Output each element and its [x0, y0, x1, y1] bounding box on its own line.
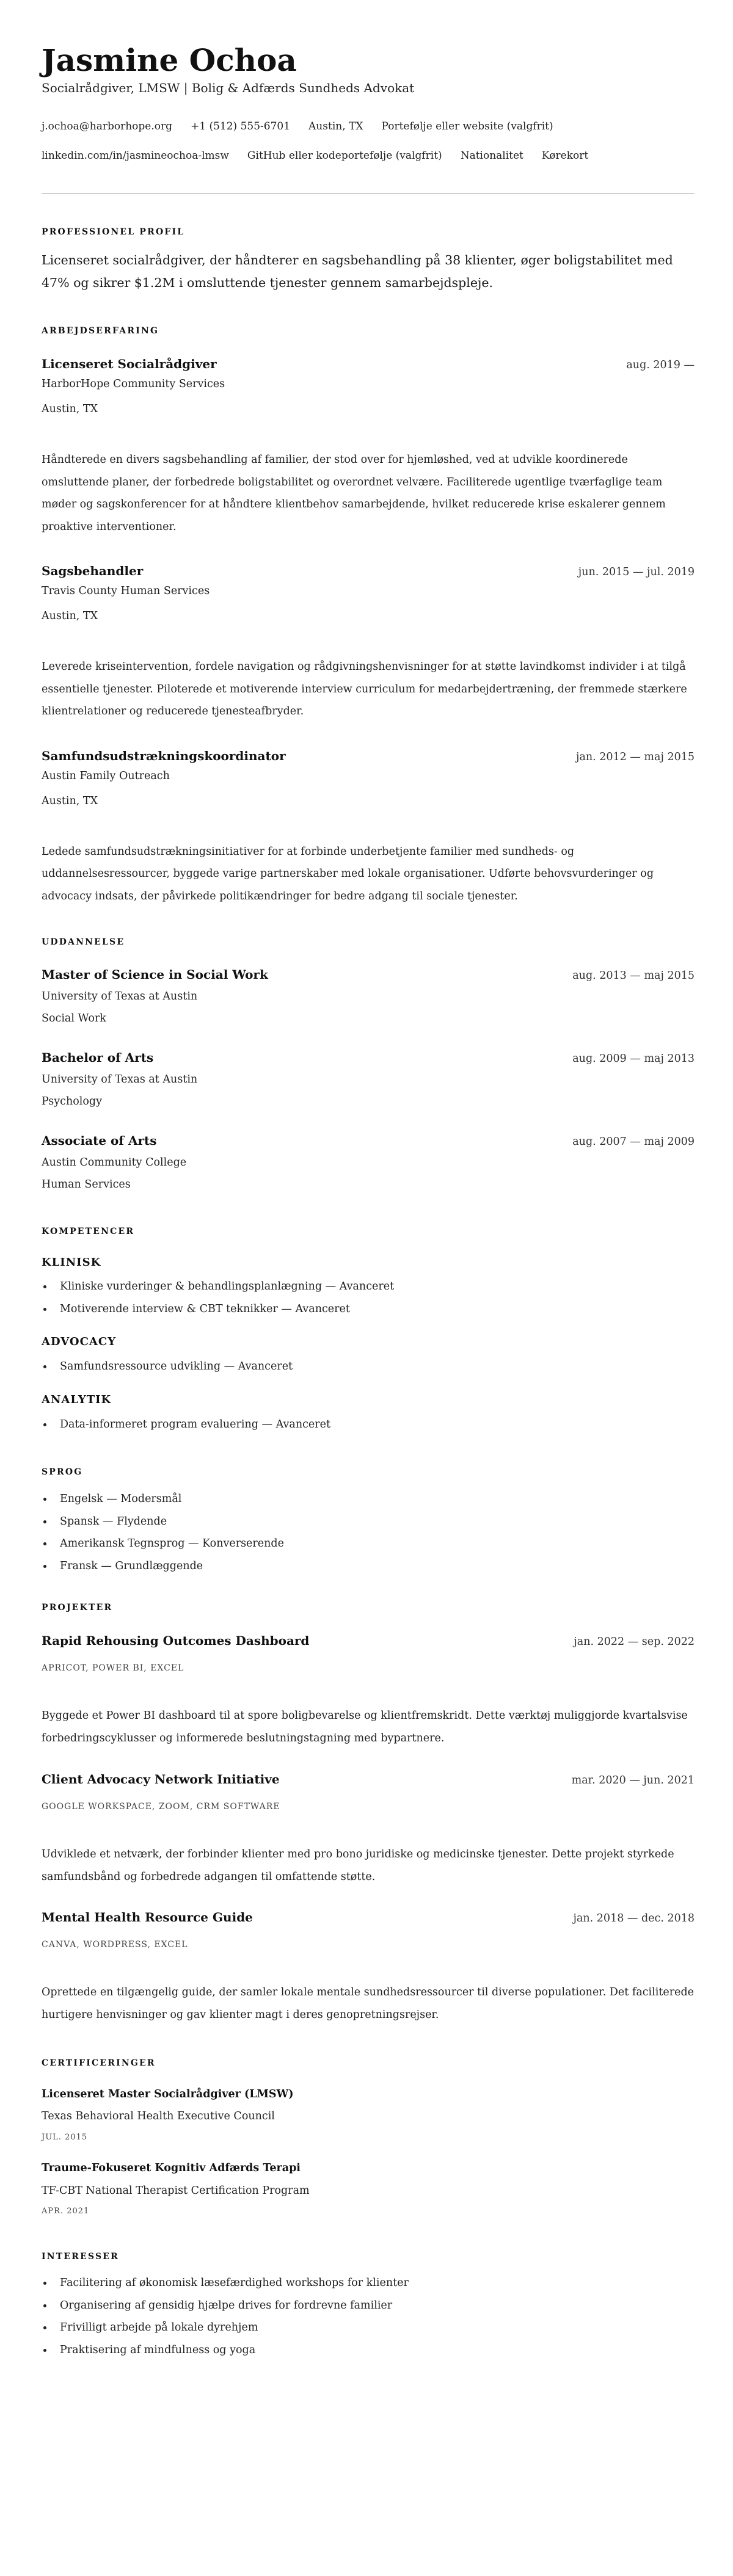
school-name: University of Texas at Austin [42, 1073, 198, 1086]
job-description: Håndterede en divers sagsbehandling af familier, der stod over for hjemløshed, ved at udvikle koordinerede omsluttende planer, der forbedrede boligstabilitet og overordnet velvære. Faciliterede ugentlige tværfaglige team møder og sagskonferencer for at håndtere klientbehov samarbejdende, hvilket reducerede krise eskalerer gennem proaktive interventioner. [42, 454, 666, 533]
interests-section [42, 2251, 695, 2361]
project-date: jan. 2018 — dec. 2018 [573, 1912, 695, 1925]
education-item [42, 966, 695, 1027]
education-section [42, 936, 695, 1193]
contact-location: Austin, TX [308, 120, 363, 132]
project-item [42, 1771, 695, 1888]
job-description: Leverede kriseintervention, fordele navigation og rådgivningshenvisninger for at støtte lavindkomst individer i at tilgå essentielle tjenester. Piloterede et motiverende interview curriculum for medarbejdertræning, der fremmede stærkere klientrelationer og reducerede tjenesteafbryder. [42, 661, 687, 717]
section-heading: PROJEKTER [42, 1603, 113, 1613]
contact-linkedin[interactable]: linkedin.com/in/jasmineochoa-lmsw [42, 150, 229, 162]
language-item: Amerikansk Tegnsprog — Konverserende [42, 1533, 695, 1555]
school-name: University of Texas at Austin [42, 990, 198, 1003]
resume-page [42, 42, 695, 2361]
interest-item: Facilitering af økonomisk læsefærdighed workshops for klienter [42, 2272, 695, 2295]
project-tech: APRICOT, POWER BI, EXCEL [42, 1663, 184, 1673]
school-name: Austin Community College [42, 1156, 187, 1169]
degree-title: Master of Science in Social Work [42, 967, 268, 982]
project-tech: CANVA, WORDPRESS, EXCEL [42, 1940, 188, 1950]
project-date: jan. 2022 — sep. 2022 [574, 1636, 695, 1648]
skill-list [42, 1275, 695, 1320]
job-title: Samfundsudstrækningskoordinator [42, 748, 286, 763]
certification-date: JUL. 2015 [42, 2133, 88, 2142]
languages-section [42, 1466, 695, 1577]
job-date: jan. 2012 — maj 2015 [576, 750, 695, 763]
education-date: aug. 2013 — maj 2015 [572, 970, 695, 982]
certification-title: Licenseret Master Socialrådgiver (LMSW) [42, 2088, 294, 2100]
job-date: jun. 2015 — jul. 2019 [578, 566, 695, 578]
experience-item [42, 747, 695, 908]
education-date: aug. 2009 — maj 2013 [572, 1053, 695, 1065]
interest-list [42, 2272, 695, 2361]
project-description: Byggede et Power BI dashboard til at spore boligbevarelse og klientfremskridt. Dette værktøj muliggjorde kvartalsvise forbedringscyklusser og informerede beslutningstagning med bypartnere. [42, 1710, 688, 1744]
contact-drivers-license: Kørekort [541, 150, 589, 162]
experience-item [42, 562, 695, 723]
section-heading: ARBEJDSERFARING [42, 326, 159, 336]
section-heading: SPROG [42, 1467, 83, 1477]
skills-section [42, 1225, 695, 1435]
skill-item: Data-informeret program evaluering — Avanceret [42, 1413, 695, 1436]
section-heading: CERTIFICERINGER [42, 2058, 156, 2068]
skill-item: Kliniske vurderinger & behandlingsplanlægning — Avanceret [42, 1275, 695, 1298]
field-of-study: Social Work [42, 1012, 106, 1025]
language-item: Fransk — Grundlæggende [42, 1555, 695, 1578]
project-item [42, 1632, 695, 1749]
certification-item [42, 2160, 695, 2218]
interest-item: Organisering af gensidig hjælpe drives for fordrevne familier [42, 2295, 695, 2317]
job-description: Ledede samfundsudstrækningsinitiativer for at forbinde underbetjente familier med sundheds- og uddannelsesressourcer, byggede varige partnerskaber med lokale organisationer. Udførte behovsvurderinger og advocacy indsats, der påvirkede politikændringer for bedre adgang til sociale tjenester. [42, 845, 654, 902]
job-company: Austin Family Outreach [42, 769, 170, 782]
certification-date: APR. 2021 [42, 2207, 90, 2216]
certification-issuer: TF-CBT National Therapist Certification Program [42, 2185, 310, 2197]
section-heading: UDDANNELSE [42, 937, 125, 947]
certification-item [42, 2086, 695, 2144]
degree-title: Bachelor of Arts [42, 1050, 154, 1065]
job-company: Travis County Human Services [42, 585, 210, 597]
contact-list [42, 112, 671, 170]
project-date: mar. 2020 — jun. 2021 [571, 1774, 695, 1787]
language-item: Engelsk — Modersmål [42, 1488, 695, 1511]
contact-email[interactable]: j.ochoa@harborhope.org [42, 120, 172, 132]
resume-header [42, 42, 695, 194]
skill-category: ADVOCACY [42, 1335, 117, 1348]
contact-phone[interactable]: +1 (512) 555-6701 [190, 120, 291, 132]
job-location: Austin, TX [42, 794, 98, 807]
job-title: Licenseret Socialrådgiver [42, 357, 217, 371]
skill-list [42, 1355, 695, 1378]
experience-section [42, 325, 695, 907]
section-heading: INTERESSER [42, 2252, 119, 2262]
job-date: aug. 2019 — [626, 359, 695, 371]
certification-issuer: Texas Behavioral Health Executive Council [42, 2110, 275, 2122]
project-item [42, 1909, 695, 2026]
project-description: Oprettede en tilgængelig guide, der samler lokale mentale sundhedsressourcer til diverse populationer. Det faciliterede hurtigere henvisninger og gav klienter magt i deres genopretningsrejser. [42, 1986, 695, 2021]
projects-section [42, 1602, 695, 2026]
candidate-name: Jasmine Ochoa [42, 42, 297, 78]
field-of-study: Human Services [42, 1178, 131, 1191]
profile-text: Licenseret socialrådgiver, der håndterer en sagsbehandling på 38 klienter, øger boligstabilitet med 47% og sikrer $1.2M i omsluttende tjenester gennem samarbejdspleje. [42, 253, 673, 290]
degree-title: Associate of Arts [42, 1133, 157, 1148]
contact-nationality: Nationalitet [460, 150, 523, 162]
job-location: Austin, TX [42, 610, 98, 622]
header-divider [42, 193, 695, 194]
language-list [42, 1488, 695, 1577]
project-description: Udviklede et netværk, der forbinder klienter med pro bono juridiske og medicinske tjenester. Dette projekt styrkede samfundsbånd og forbedrede adgangen til omfattende støtte. [42, 1848, 674, 1883]
skill-list [42, 1413, 695, 1436]
section-heading: KOMPETENCER [42, 1227, 135, 1236]
skill-category: ANALYTIK [42, 1393, 112, 1406]
project-title: Client Advocacy Network Initiative [42, 1772, 280, 1787]
job-company: HarborHope Community Services [42, 378, 225, 390]
skill-item: Samfundsressource udvikling — Avanceret [42, 1355, 695, 1378]
project-title: Mental Health Resource Guide [42, 1910, 253, 1925]
skill-item: Motiverende interview & CBT teknikker — Avanceret [42, 1298, 695, 1321]
certifications-section [42, 2057, 695, 2218]
language-item: Spansk — Flydende [42, 1511, 695, 1533]
certification-title: Traume-Fokuseret Kognitiv Adfærds Terapi [42, 2162, 301, 2174]
contact-github[interactable]: GitHub eller kodeportefølje (valgfrit) [247, 150, 442, 162]
project-title: Rapid Rehousing Outcomes Dashboard [42, 1633, 310, 1648]
interest-item: Frivilligt arbejde på lokale dyrehjem [42, 2317, 695, 2339]
contact-portfolio[interactable]: Portefølje eller website (valgfrit) [381, 120, 553, 132]
profile-section [42, 226, 695, 294]
education-item [42, 1049, 695, 1110]
skill-category: KLINISK [42, 1256, 101, 1269]
experience-item [42, 355, 695, 538]
candidate-title: Socialrådgiver, LMSW | Bolig & Adfærds Sundheds Advokat [42, 81, 415, 95]
project-tech: GOOGLE WORKSPACE, ZOOM, CRM SOFTWARE [42, 1802, 280, 1812]
education-date: aug. 2007 — maj 2009 [572, 1136, 695, 1148]
education-item [42, 1132, 695, 1193]
field-of-study: Psychology [42, 1095, 103, 1108]
job-location: Austin, TX [42, 403, 98, 415]
section-heading: PROFESSIONEL PROFIL [42, 227, 185, 237]
interest-item: Praktisering af mindfulness og yoga [42, 2339, 695, 2362]
job-title: Sagsbehandler [42, 564, 144, 578]
